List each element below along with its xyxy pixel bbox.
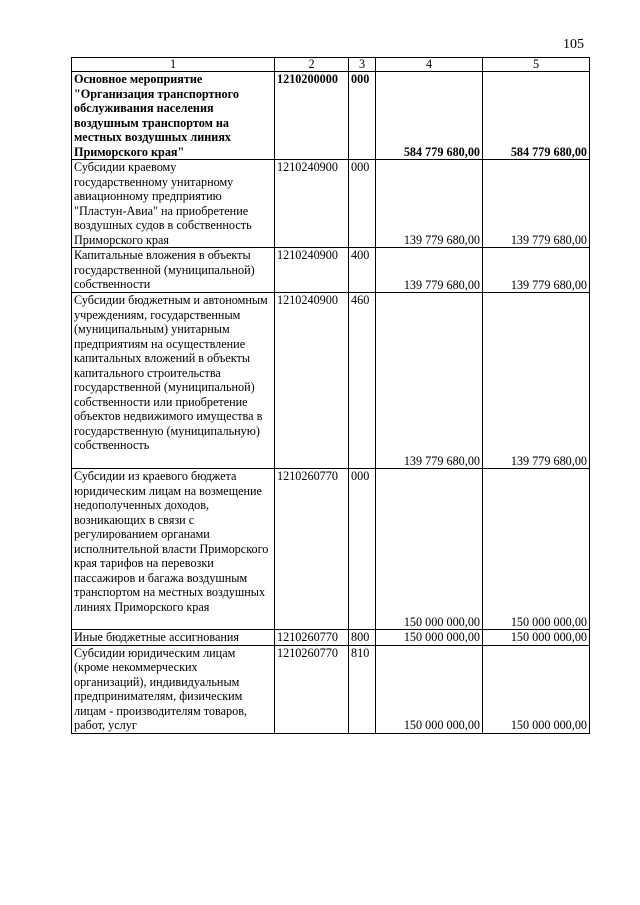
- row-csr-code: 1210200000: [275, 72, 349, 160]
- table-header-row: [72, 58, 590, 72]
- row-name: Субсидии краевому государственному унитарному авиационному предприятию "Пластун-Авиа" на приобретение воздушных судов в собственность Приморского края: [72, 160, 275, 248]
- header-col-4: 4: [376, 58, 483, 72]
- row-name: Основное мероприятие "Организация транспортного обслуживания населения воздушным транспортом на местных воздушных линиях Приморского края": [72, 72, 275, 160]
- row-vr-code: 000: [349, 72, 376, 160]
- header-col-3: 3: [349, 58, 376, 72]
- row-csr-code: 1210240900: [275, 160, 349, 248]
- row-amount-2: 139 779 680,00: [483, 293, 590, 469]
- row-name: Иные бюджетные ассигнования: [72, 630, 275, 646]
- header-col-5: 5: [483, 58, 590, 72]
- row-vr-code: 800: [349, 630, 376, 646]
- row-amount-1: 584 779 680,00: [376, 72, 483, 160]
- row-name: Субсидии из краевого бюджета юридическим лицам на возмещение недополученных доходов, возникающих в связи с регулированием органами исполнительной власти Приморского края тарифов на перевозки пассажиров и багажа воздушным транспортом на местных воздушных линиях Приморского края: [72, 469, 275, 630]
- row-vr-code: 400: [349, 248, 376, 293]
- table-row: [72, 630, 590, 646]
- row-amount-1: 150 000 000,00: [376, 469, 483, 630]
- row-vr-code: 460: [349, 293, 376, 469]
- table-row: [72, 248, 590, 293]
- row-vr-code: 000: [349, 469, 376, 630]
- row-amount-2: 139 779 680,00: [483, 248, 590, 293]
- row-amount-1: 139 779 680,00: [376, 293, 483, 469]
- table-row: [72, 645, 590, 733]
- row-amount-1: 139 779 680,00: [376, 248, 483, 293]
- row-amount-1: 150 000 000,00: [376, 645, 483, 733]
- row-csr-code: 1210260770: [275, 469, 349, 630]
- row-csr-code: 1210240900: [275, 248, 349, 293]
- row-amount-2: 150 000 000,00: [483, 630, 590, 646]
- table-row: [72, 293, 590, 469]
- row-name: Субсидии бюджетным и автономным учреждениям, государственным (муниципальным) унитарным предприятиям на осуществление капитальных вложений в объекты капитального строительства государственной (муниципальной) собственности или приобретение объектов недвижимого имущества в государственную (муниципальную) собственность: [72, 293, 275, 469]
- budget-table: [71, 57, 590, 734]
- table-row: [72, 160, 590, 248]
- table-row: [72, 72, 590, 160]
- row-vr-code: 000: [349, 160, 376, 248]
- row-name: Капитальные вложения в объекты государственной (муниципальной) собственности: [72, 248, 275, 293]
- page-number: 105: [563, 37, 584, 52]
- row-name: Субсидии юридическим лицам (кроме некоммерческих организаций), индивидуальным предпринимателям, физическим лицам - производителям товаров, работ, услуг: [72, 645, 275, 733]
- row-amount-2: 150 000 000,00: [483, 469, 590, 630]
- row-csr-code: 1210260770: [275, 630, 349, 646]
- row-amount-1: 139 779 680,00: [376, 160, 483, 248]
- header-col-1: 1: [72, 58, 275, 72]
- table-row: [72, 469, 590, 630]
- row-csr-code: 1210240900: [275, 293, 349, 469]
- header-col-2: 2: [275, 58, 349, 72]
- row-csr-code: 1210260770: [275, 645, 349, 733]
- row-amount-2: 584 779 680,00: [483, 72, 590, 160]
- row-vr-code: 810: [349, 645, 376, 733]
- row-amount-2: 150 000 000,00: [483, 645, 590, 733]
- row-amount-1: 150 000 000,00: [376, 630, 483, 646]
- row-amount-2: 139 779 680,00: [483, 160, 590, 248]
